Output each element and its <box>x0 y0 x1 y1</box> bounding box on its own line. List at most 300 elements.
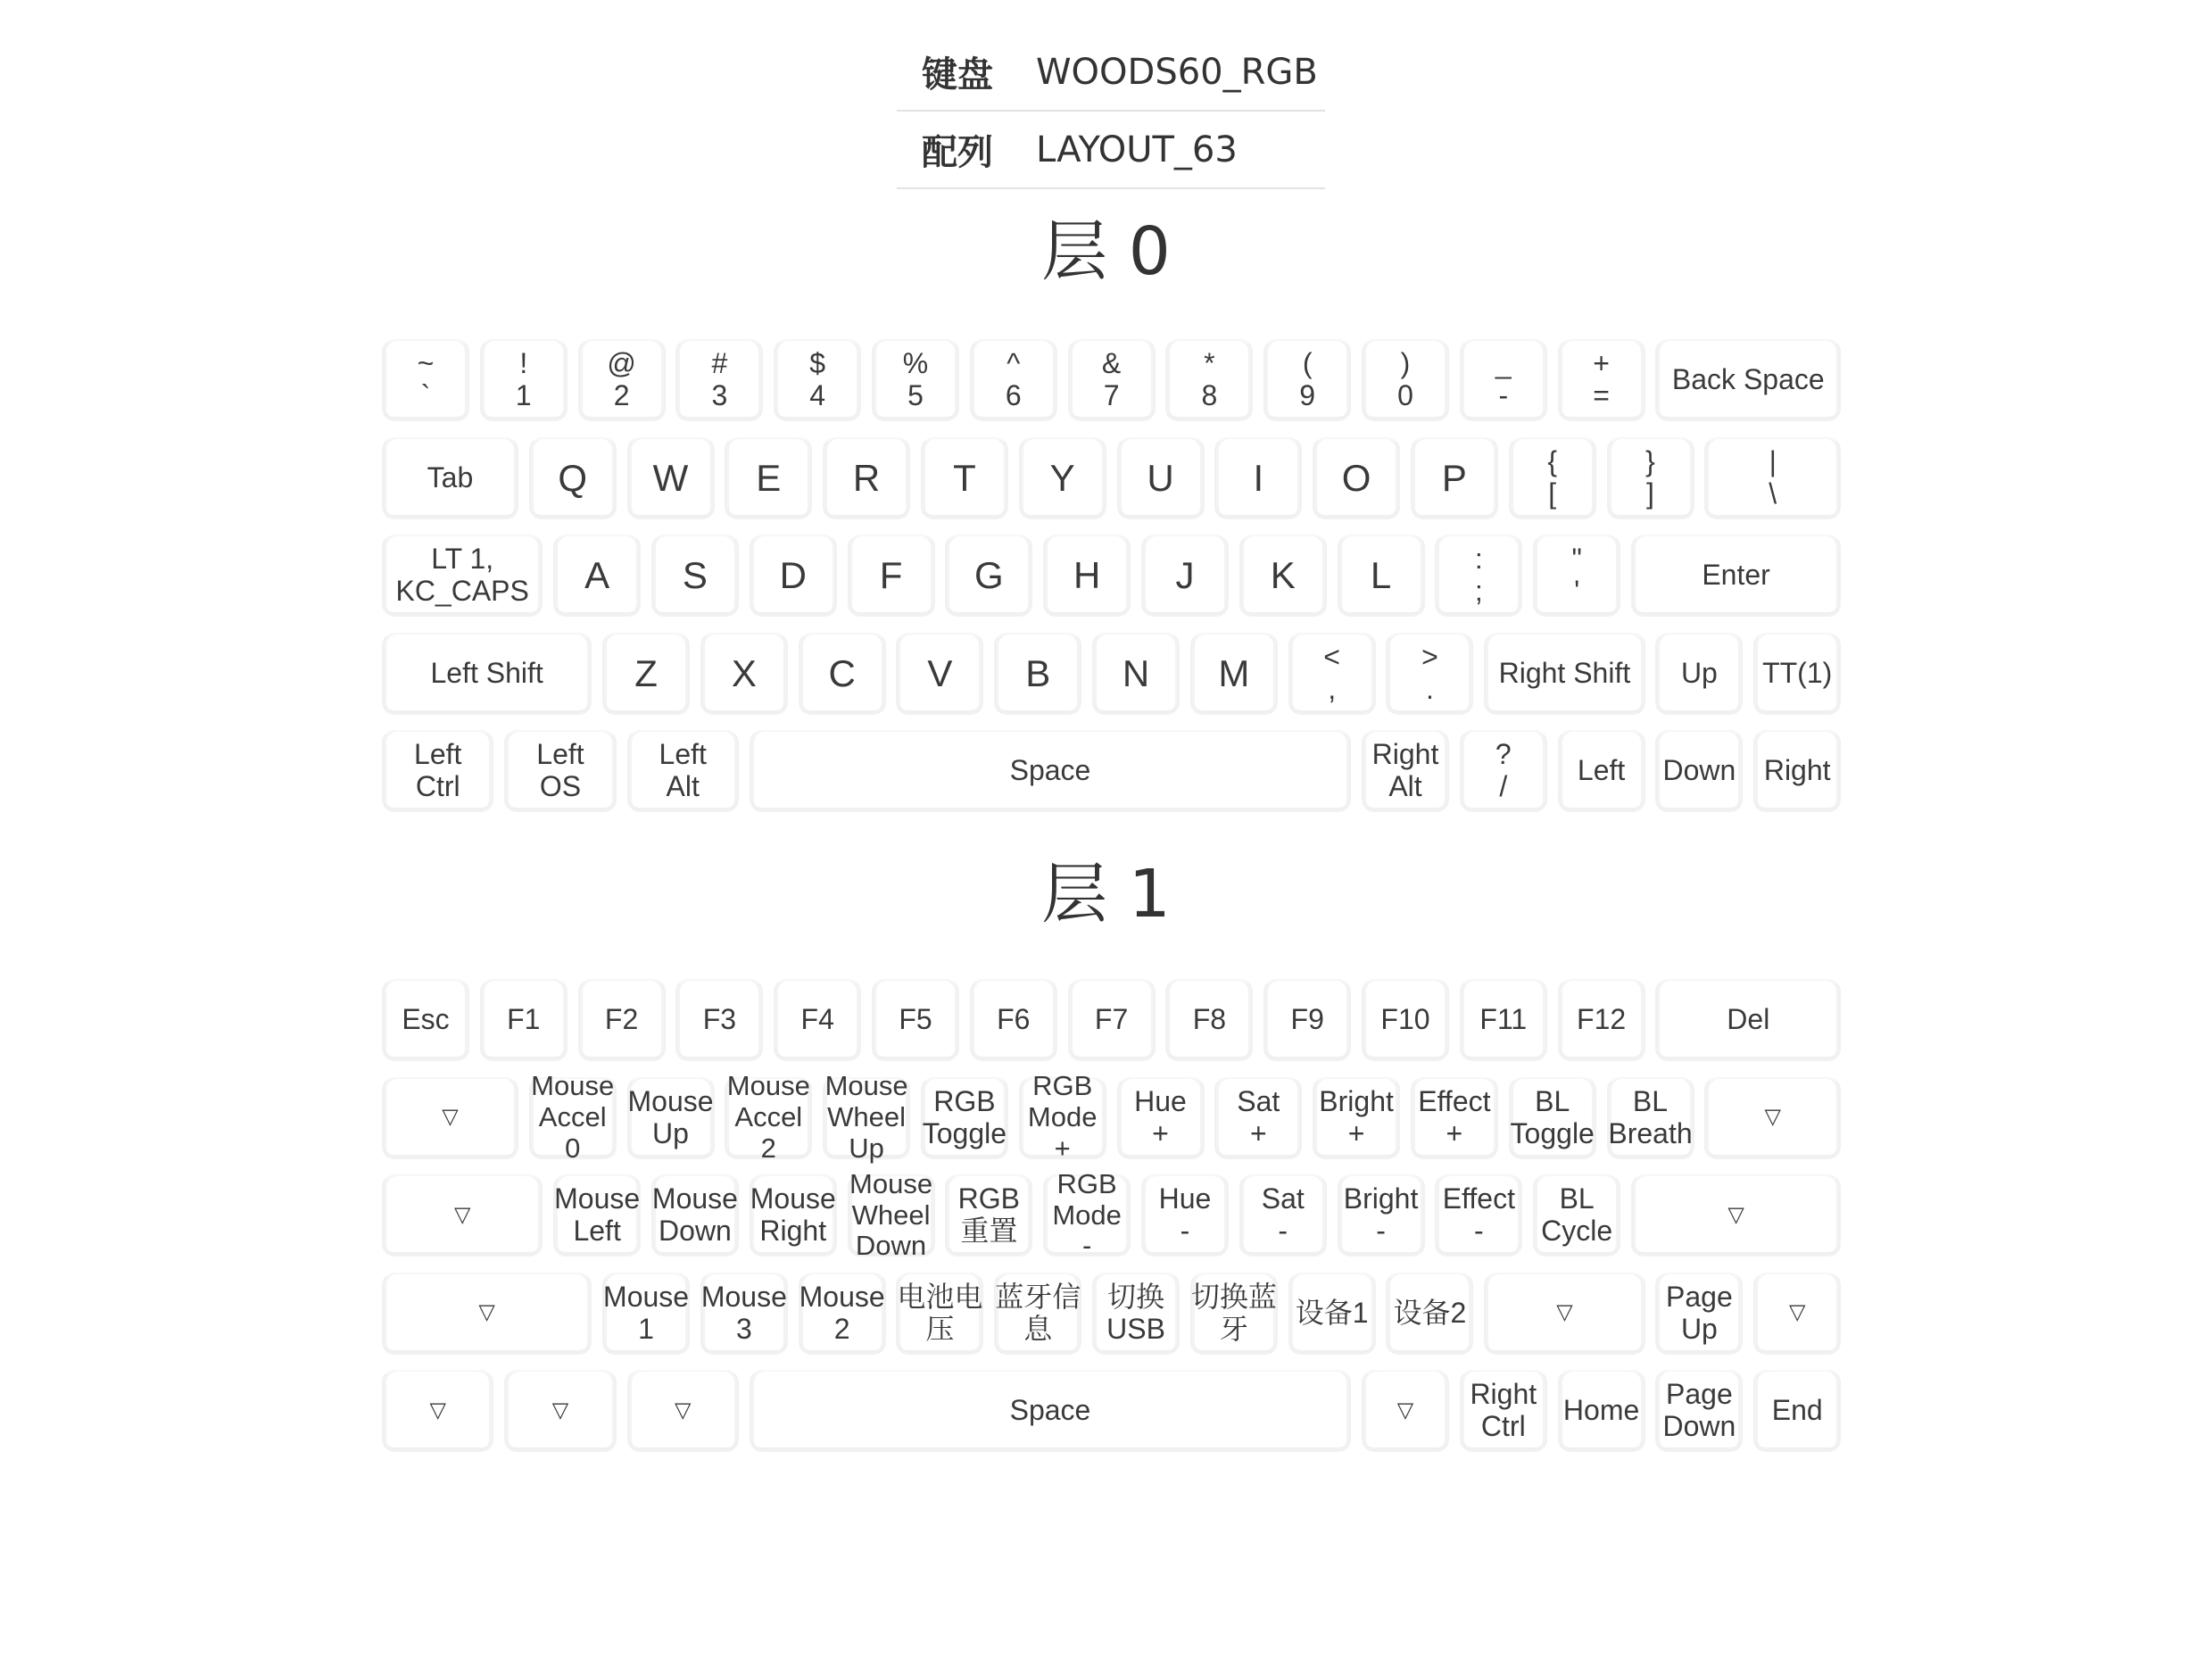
key-transparent[interactable] <box>382 1077 518 1159</box>
key-bright-minus[interactable] <box>1338 1174 1425 1257</box>
key-u84ddu7259u4fe1-u606f[interactable] <box>994 1273 1081 1355</box>
key-f4[interactable] <box>774 979 861 1061</box>
key-transparent[interactable] <box>627 1370 739 1452</box>
key-enter[interactable] <box>1631 535 1841 617</box>
key-label-line: 0 <box>565 1132 581 1164</box>
key-bl-breath[interactable] <box>1607 1077 1694 1159</box>
key-space[interactable] <box>750 1370 1351 1452</box>
key-label-line: USB <box>1106 1312 1165 1345</box>
key-label-line: - <box>1081 1230 1092 1262</box>
key-rgb-toggle[interactable] <box>921 1077 1008 1159</box>
key-label-line: Left <box>573 1215 621 1247</box>
key-label-line: ? <box>1495 738 1512 771</box>
key-label-line: \ <box>1769 477 1777 510</box>
key-label-line: I <box>1253 456 1264 499</box>
key-exclaim-1[interactable] <box>480 339 567 421</box>
key-mouse-3[interactable] <box>700 1273 788 1355</box>
key-label-line: ▽ <box>1788 1300 1806 1325</box>
key-label-line: RGB <box>1056 1167 1117 1199</box>
key-label-line: Mouse <box>849 1167 933 1199</box>
key-r[interactable] <box>823 437 910 519</box>
key-label-line: F8 <box>1192 1003 1227 1036</box>
key-label-line: - <box>1376 1215 1386 1247</box>
key-label-line: Enter <box>1702 559 1770 592</box>
key-page-down[interactable] <box>1655 1370 1743 1452</box>
key-f12[interactable] <box>1558 979 1645 1061</box>
key-label-line: < <box>1323 640 1340 673</box>
layout-value: LAYOUT_63 <box>1036 111 1325 188</box>
key-label-line: Down <box>1662 1410 1736 1442</box>
key-label-line: KC_CAPS <box>395 575 529 607</box>
key-f5[interactable] <box>872 979 959 1061</box>
key-label-line: Space <box>1009 1394 1091 1427</box>
key-t[interactable] <box>921 437 1008 519</box>
key-mouse-up[interactable] <box>627 1077 715 1159</box>
keyboard-row <box>897 34 1325 111</box>
key-label-line: + <box>1249 1116 1267 1149</box>
key-label-line: % <box>902 347 929 380</box>
key-label-line: T <box>953 456 976 499</box>
key-label-line: Left <box>1577 754 1626 787</box>
key-label-line: Cycle <box>1541 1215 1613 1247</box>
key-bl-toggle[interactable] <box>1509 1077 1596 1159</box>
key-label-line: F9 <box>1290 1003 1324 1036</box>
keyboard-info-table <box>897 34 1325 189</box>
key-label-line: Ctrl <box>415 770 460 802</box>
key-label-line: > <box>1421 640 1438 673</box>
key-dollar-4[interactable] <box>774 339 861 421</box>
key-label-line: ! <box>519 347 528 380</box>
key-label-line: RGB <box>957 1182 1021 1215</box>
key-label-line: ; <box>1474 575 1483 607</box>
key-mouse-accel-2[interactable] <box>725 1070 812 1164</box>
key-label-line: LT 1, <box>431 543 494 576</box>
key-label-line: Bright <box>1343 1182 1419 1215</box>
key-hue-minus[interactable] <box>1141 1174 1229 1257</box>
key-j[interactable] <box>1141 535 1229 617</box>
key-f8[interactable] <box>1165 979 1253 1061</box>
key-effect-minus[interactable] <box>1435 1174 1522 1257</box>
key-label-line: Mouse <box>603 1280 690 1313</box>
key-label-line: = <box>1593 379 1610 411</box>
key-star-8[interactable] <box>1165 339 1253 421</box>
key-left[interactable] <box>1558 730 1645 812</box>
key-left-ctrl[interactable] <box>382 730 493 812</box>
key-label-line: ▽ <box>674 1398 692 1423</box>
key-label-line: ( <box>1302 347 1313 380</box>
key-sat-minus[interactable] <box>1239 1174 1327 1257</box>
key-label-line: ▽ <box>453 1202 471 1227</box>
key-label-line: BL <box>1632 1084 1669 1117</box>
key-tt-lparen-1-rparen[interactable] <box>1753 633 1841 715</box>
key-label-line: F3 <box>702 1003 737 1036</box>
key-label-line: + <box>1054 1132 1071 1164</box>
key-underscore-minus[interactable] <box>1460 339 1547 421</box>
key-label-line: Right Shift <box>1498 656 1631 689</box>
key-tilde-grave[interactable] <box>382 339 469 421</box>
key-label-line: Mouse <box>799 1280 885 1313</box>
key-label-line: 2 <box>833 1312 850 1345</box>
key-label-line: Up <box>1680 656 1718 689</box>
key-label-line: 5 <box>907 379 924 411</box>
key-label-line: Up <box>849 1132 884 1164</box>
key-transparent[interactable] <box>1362 1370 1449 1452</box>
key-label-line: TT(1) <box>1762 656 1833 689</box>
key-label-line: A <box>584 554 610 597</box>
key-label-line: - <box>1278 1215 1288 1247</box>
key-label-line: Del <box>1727 1003 1770 1036</box>
key-label-line: D <box>779 554 807 597</box>
key-label-line: Mouse <box>750 1182 836 1215</box>
key-label-line: + <box>1593 347 1610 380</box>
key-label-line: Mouse <box>651 1182 738 1215</box>
key-transparent[interactable] <box>382 1174 543 1257</box>
key-mouse-wheel-down[interactable] <box>848 1167 935 1262</box>
key-label-line: Mode <box>1052 1199 1122 1231</box>
key-h[interactable] <box>1043 535 1131 617</box>
key-label-line: Left Shift <box>430 656 543 689</box>
key-f11[interactable] <box>1460 979 1547 1061</box>
key-label-line: ' <box>1574 575 1580 607</box>
key-mouse-2[interactable] <box>799 1273 886 1355</box>
key-label-line: F6 <box>997 1003 1031 1036</box>
key-f2[interactable] <box>578 979 666 1061</box>
key-label-line: F7 <box>1094 1003 1129 1036</box>
key-u[interactable] <box>1117 437 1205 519</box>
key-f3[interactable] <box>675 979 763 1061</box>
key-label-line: 切换蓝 <box>1190 1280 1277 1313</box>
key-label-line: Up <box>1680 1312 1718 1345</box>
key-label-line: M <box>1218 651 1250 694</box>
key-label-line: Q <box>558 456 588 499</box>
key-hash-3[interactable] <box>675 339 763 421</box>
key-label-line: Wheel <box>851 1199 931 1231</box>
key-label-line: F5 <box>899 1003 932 1036</box>
key-label-line: W <box>652 456 689 499</box>
key-x[interactable] <box>700 633 788 715</box>
key-mouse-1[interactable] <box>602 1273 690 1355</box>
key-label-line: Home <box>1562 1394 1640 1427</box>
key-label-line: Space <box>1009 754 1091 787</box>
key-home[interactable] <box>1558 1370 1645 1452</box>
key-label-line: F12 <box>1577 1003 1627 1036</box>
key-amp-7[interactable] <box>1068 339 1156 421</box>
key-lbrace-lbracket[interactable] <box>1509 437 1596 519</box>
key-label-line: L <box>1370 554 1392 597</box>
key-label-line: X <box>731 651 757 694</box>
key-at-2[interactable] <box>578 339 666 421</box>
key-label-line: ] <box>1646 477 1654 510</box>
key-tab[interactable] <box>382 437 518 519</box>
key-f1[interactable] <box>480 979 567 1061</box>
key-label-line: { <box>1547 444 1558 477</box>
key-label-line: O <box>1341 456 1371 499</box>
key-label-line: , <box>1328 672 1337 705</box>
key-colon-semicolon[interactable] <box>1435 535 1522 617</box>
key-bl-cycle[interactable] <box>1533 1174 1620 1257</box>
key-label-line: Left <box>414 738 462 771</box>
key-label-line: 2 <box>613 379 630 411</box>
key-transparent[interactable] <box>382 1273 592 1355</box>
key-label-line: J <box>1175 554 1195 597</box>
key-rparen-0[interactable] <box>1362 339 1449 421</box>
key-rgb-mode-plus[interactable] <box>1019 1070 1106 1164</box>
key-mouse-accel-0[interactable] <box>529 1070 617 1164</box>
key-label-line: Back Space <box>1671 363 1825 396</box>
key-label-line: ^ <box>1007 347 1021 380</box>
key-f6[interactable] <box>970 979 1057 1061</box>
key-f9[interactable] <box>1263 979 1351 1061</box>
key-p[interactable] <box>1411 437 1498 519</box>
key-space[interactable] <box>750 730 1351 812</box>
key-right-alt[interactable] <box>1362 730 1449 812</box>
key-dquote-quote[interactable] <box>1533 535 1620 617</box>
key-label-line: 息 <box>1023 1312 1053 1345</box>
key-label-line: Up <box>652 1116 689 1149</box>
keyboard-label: 键盘 <box>897 34 1036 111</box>
key-label-line: 电池电 <box>897 1280 983 1313</box>
key-y[interactable] <box>1019 437 1106 519</box>
key-f10[interactable] <box>1362 979 1449 1061</box>
layout-label: 配列 <box>897 111 1036 188</box>
key-label-line: Down <box>1662 754 1736 787</box>
key-label-line: Y <box>1049 456 1075 499</box>
key-label-line: : <box>1474 543 1483 576</box>
key-label-line: ▽ <box>551 1398 569 1423</box>
key-gt-dot[interactable] <box>1386 633 1473 715</box>
key-mouse-right[interactable] <box>750 1174 837 1257</box>
key-label-line: ` <box>420 379 431 411</box>
key-label-line: & <box>1101 347 1122 380</box>
key-label-line: 9 <box>1299 379 1316 411</box>
key-label-line: R <box>852 456 881 499</box>
key-effect-plus[interactable] <box>1411 1077 1498 1159</box>
key-label-line: 1 <box>638 1312 654 1345</box>
key-v[interactable] <box>896 633 983 715</box>
key-label-line: Toggle <box>1510 1116 1595 1149</box>
key-label-line: F10 <box>1380 1003 1430 1036</box>
key-label-line: S <box>682 554 708 597</box>
key-transparent[interactable] <box>1704 1077 1841 1159</box>
key-label-line: BL <box>1559 1182 1595 1215</box>
key-label-line: Mouse <box>824 1070 908 1102</box>
key-left-alt[interactable] <box>627 730 739 812</box>
key-a[interactable] <box>553 535 641 617</box>
key-lparen-9[interactable] <box>1263 339 1351 421</box>
key-label-line: 压 <box>925 1312 955 1345</box>
key-label-line: Tab <box>427 460 474 494</box>
key-label-line: Right <box>1763 754 1831 787</box>
key-del[interactable] <box>1655 979 1841 1061</box>
key-label-line: Accel <box>734 1101 803 1133</box>
key-w[interactable] <box>627 437 715 519</box>
key-label-line: 重置 <box>960 1215 1018 1247</box>
key-label-line: Accel <box>538 1101 607 1133</box>
key-label-line: ▽ <box>442 1105 459 1130</box>
layout-row <box>897 111 1325 188</box>
key-page-up[interactable] <box>1655 1273 1743 1355</box>
key-l[interactable] <box>1338 535 1425 617</box>
key-label-line: Sat <box>1261 1182 1305 1215</box>
key-label-line: ▽ <box>1396 1398 1414 1423</box>
key-label-line: 3 <box>735 1312 752 1345</box>
key-label-line: 切换 <box>1107 1280 1165 1313</box>
key-g[interactable] <box>945 535 1032 617</box>
key-label-line: 8 <box>1201 379 1218 411</box>
key-right-shift[interactable] <box>1484 633 1645 715</box>
key-label-line: F11 <box>1479 1003 1528 1036</box>
key-b[interactable] <box>994 633 1081 715</box>
key-label-line: F4 <box>800 1003 834 1036</box>
key-label-line: ▽ <box>1764 1105 1781 1130</box>
key-mouse-down[interactable] <box>651 1174 739 1257</box>
key-bright-plus[interactable] <box>1313 1077 1400 1159</box>
key-label-line: F2 <box>604 1003 639 1036</box>
key-rgb-mode-minus[interactable] <box>1043 1167 1131 1262</box>
key-label-line: @ <box>607 347 636 380</box>
key-label-line: P <box>1441 456 1467 499</box>
key-transparent[interactable] <box>1484 1273 1645 1355</box>
key-down[interactable] <box>1655 730 1743 812</box>
key-u8bbeu59071[interactable] <box>1288 1273 1376 1355</box>
key-label-line: 牙 <box>1219 1312 1248 1345</box>
key-left-shift[interactable] <box>382 633 592 715</box>
key-label-line: * <box>1204 347 1215 380</box>
key-right[interactable] <box>1753 730 1841 812</box>
key-label-line: Effect <box>1442 1182 1515 1215</box>
key-label-line: ) <box>1400 347 1411 380</box>
key-label-line: C <box>828 651 856 694</box>
key-label-line: Breath <box>1608 1116 1693 1149</box>
key-label-line: Mouse <box>627 1084 714 1117</box>
key-label-line: V <box>927 651 953 694</box>
key-label-line: # <box>711 347 728 380</box>
key-label-line: G <box>974 554 1004 597</box>
key-transparent[interactable] <box>382 1370 493 1452</box>
key-label-line: - <box>1474 1215 1484 1247</box>
key-n[interactable] <box>1092 633 1180 715</box>
key-d[interactable] <box>750 535 837 617</box>
layer-1-title: 层 1 <box>1041 856 1171 933</box>
layer-0-title: 层 0 <box>1041 213 1171 290</box>
key-label-line: Down <box>855 1230 927 1262</box>
key-transparent[interactable] <box>504 1370 616 1452</box>
key-label-line: 1 <box>515 379 532 411</box>
key-label-line: " <box>1571 543 1582 576</box>
key-label-line: Page <box>1666 1378 1733 1411</box>
key-label-line: + <box>1347 1116 1365 1149</box>
key-up[interactable] <box>1655 633 1743 715</box>
key-label-line: | <box>1769 444 1777 477</box>
key-c[interactable] <box>799 633 886 715</box>
key-label-line: Page <box>1666 1280 1733 1313</box>
key-label-line: Ctrl <box>1480 1410 1526 1442</box>
key-label-line: - <box>1498 379 1509 411</box>
key-label-line: 6 <box>1005 379 1022 411</box>
key-label-line: Esc <box>402 1003 450 1036</box>
key-label-line: Sat <box>1237 1084 1280 1117</box>
key-caret-6[interactable] <box>970 339 1057 421</box>
key-i[interactable] <box>1214 437 1302 519</box>
key-u5207u6362-usb[interactable] <box>1092 1273 1180 1355</box>
key-q[interactable] <box>529 437 617 519</box>
key-sat-plus[interactable] <box>1214 1077 1302 1159</box>
key-plus-equal[interactable] <box>1558 339 1645 421</box>
key-label-line: Z <box>634 651 658 694</box>
key-rgb-u91cdu7f6e[interactable] <box>945 1174 1032 1257</box>
key-m[interactable] <box>1190 633 1278 715</box>
key-label-line: ▽ <box>1556 1300 1573 1325</box>
key-label-line: 7 <box>1103 379 1120 411</box>
key-label-line: Bright <box>1319 1084 1394 1117</box>
key-label-line: RGB <box>933 1084 996 1117</box>
key-label-line: Hue <box>1158 1182 1212 1215</box>
key-mouse-wheel-up[interactable] <box>823 1070 910 1164</box>
key-label-line: . <box>1425 672 1434 705</box>
key-label-line: / <box>1499 770 1508 802</box>
key-percent-5[interactable] <box>872 339 959 421</box>
key-k[interactable] <box>1239 535 1327 617</box>
key-label-line: $ <box>809 347 826 380</box>
key-label-line: 3 <box>711 379 728 411</box>
key-label-line: Mouse <box>700 1280 787 1313</box>
key-hue-plus[interactable] <box>1117 1077 1205 1159</box>
key-label-line: Mode <box>1027 1101 1098 1133</box>
key-label-line: Alt <box>1388 770 1422 802</box>
key-lt-1-comma-kc-underscore-caps[interactable] <box>382 535 543 617</box>
key-transparent[interactable] <box>1753 1273 1841 1355</box>
key-label-line: ▽ <box>1727 1202 1744 1227</box>
key-label-line: Effect <box>1418 1084 1491 1117</box>
key-label-line: F1 <box>507 1003 541 1036</box>
key-u5207u6362u84dd-u7259[interactable] <box>1190 1273 1278 1355</box>
key-label-line: ▽ <box>478 1300 495 1325</box>
key-z[interactable] <box>602 633 690 715</box>
key-transparent[interactable] <box>1631 1174 1841 1257</box>
key-label-line: Right <box>1371 738 1439 771</box>
key-rbrace-rbracket[interactable] <box>1607 437 1694 519</box>
key-f[interactable] <box>848 535 935 617</box>
key-o[interactable] <box>1313 437 1400 519</box>
key-esc[interactable] <box>382 979 469 1061</box>
key-end[interactable] <box>1753 1370 1841 1452</box>
key-mouse-left[interactable] <box>553 1174 641 1257</box>
key-label-line: End <box>1771 1394 1823 1427</box>
key-label-line: 设备1 <box>1295 1296 1369 1329</box>
key-label-line: Down <box>659 1215 732 1247</box>
key-lt-comma[interactable] <box>1288 633 1376 715</box>
key-label-line: BL <box>1535 1084 1570 1117</box>
key-left-os[interactable] <box>504 730 616 812</box>
key-label-line: Right <box>1470 1378 1537 1411</box>
key-u8bbeu59072[interactable] <box>1386 1273 1473 1355</box>
key-right-ctrl[interactable] <box>1460 1370 1547 1452</box>
key-e[interactable] <box>725 437 812 519</box>
key-pipe-backslash[interactable] <box>1704 437 1841 519</box>
key-u7535u6c60u7535-u538b[interactable] <box>896 1273 983 1355</box>
key-back-space[interactable] <box>1655 339 1841 421</box>
key-label-line: Mouse <box>726 1070 810 1102</box>
key-s[interactable] <box>651 535 739 617</box>
key-f7[interactable] <box>1068 979 1156 1061</box>
key-label-line: 2 <box>760 1132 776 1164</box>
key-label-line: Alt <box>666 770 700 802</box>
key-label-line: 设备2 <box>1393 1296 1467 1329</box>
key-label-line: RGB <box>1032 1070 1093 1102</box>
key-label-line: + <box>1152 1116 1169 1149</box>
key-label-line: E <box>756 456 782 499</box>
key-question-slash[interactable] <box>1460 730 1547 812</box>
